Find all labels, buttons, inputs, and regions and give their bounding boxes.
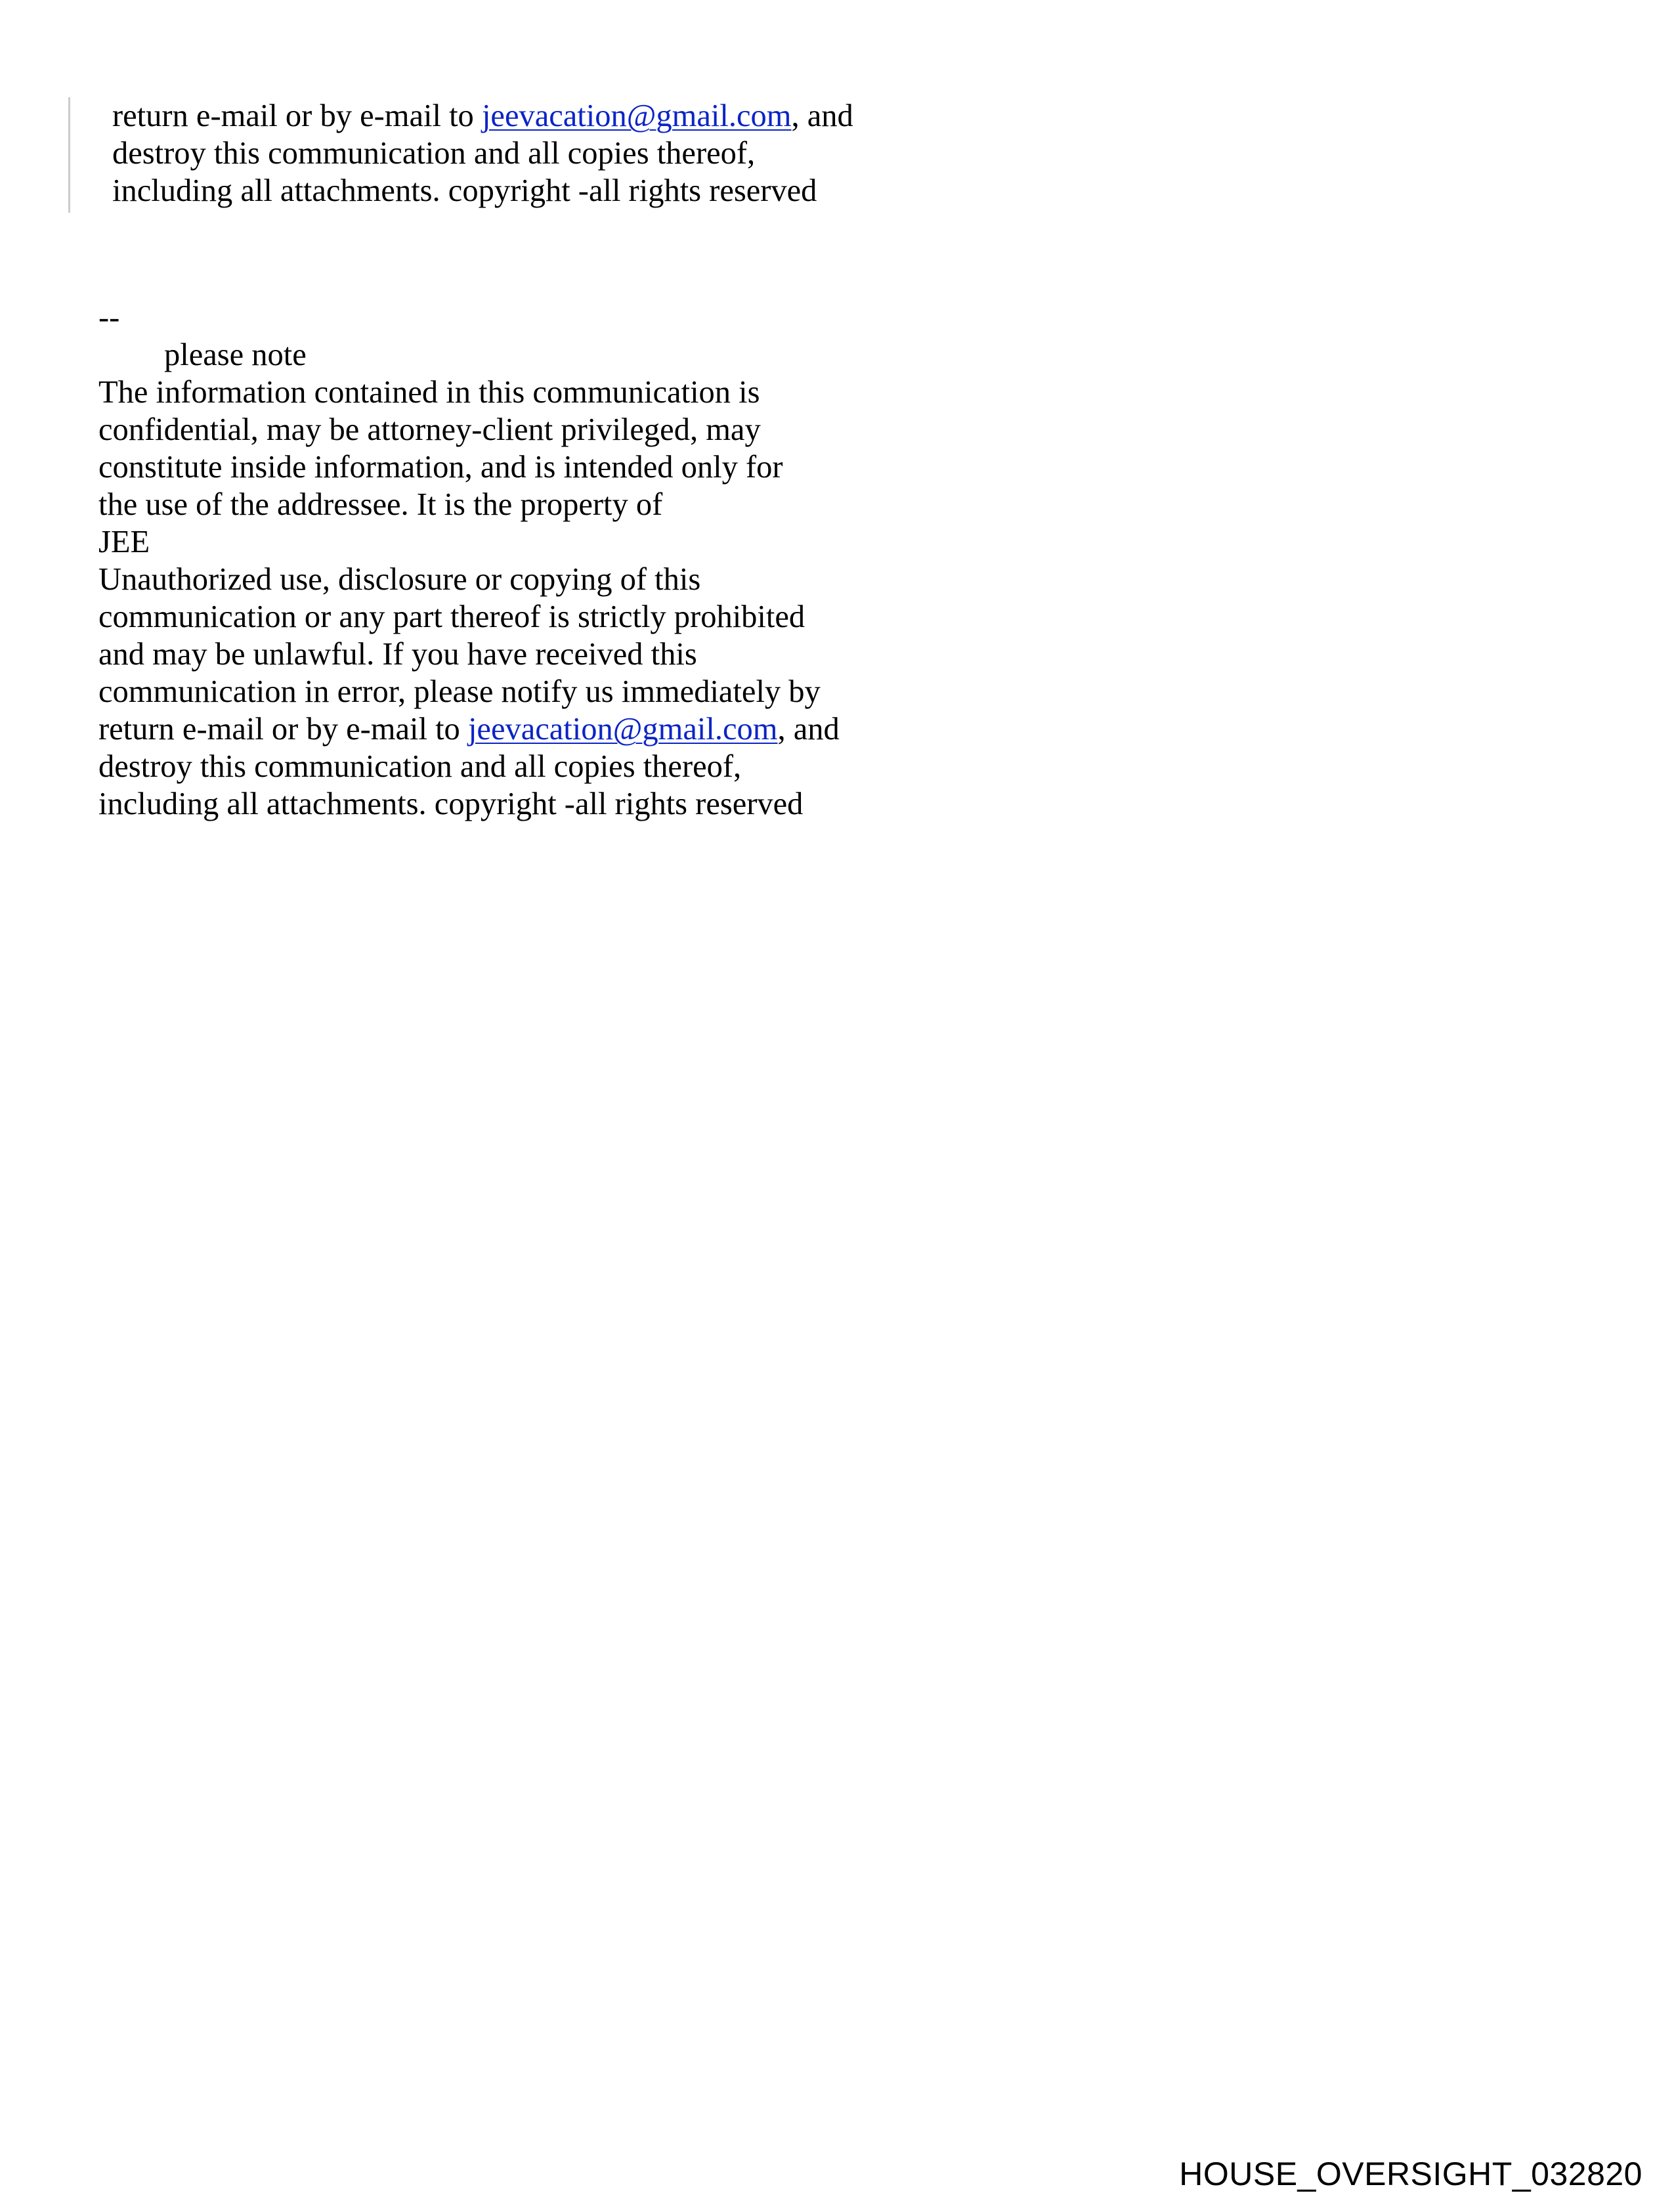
signature-line-2: confidential, may be attorney-client privileged, may (98, 412, 761, 447)
signature-heading: please note (164, 337, 307, 372)
quoted-line-1-text: return e-mail or by e-mail to (112, 98, 482, 133)
quoted-line-2: destroy this communication and all copies thereof, (112, 136, 756, 171)
signature-line-7: communication or any part thereof is strictly prohibited (98, 599, 805, 634)
quoted-disclaimer-block (68, 97, 987, 213)
quoted-line-3: including all attachments. copyright -all rights reserved (112, 173, 817, 208)
signature-line-10-suffix: , and (777, 712, 840, 747)
signature-line-10-text: return e-mail or by e-mail to (98, 712, 468, 747)
signature-line-12: including all attachments. copyright -all rights reserved (98, 787, 804, 821)
document-id-footer: HOUSE_OVERSIGHT_032820 (1179, 2156, 1642, 2192)
signature-line-11: destroy this communication and all copies thereof, (98, 749, 742, 784)
signature-line-10 (98, 710, 1050, 748)
quoted-line-1-suffix: , and (791, 98, 853, 133)
signature-email-link[interactable]: jeevacation@gmail.com (467, 712, 778, 747)
signature-line-9: communication in error, please notify us immediately by (98, 674, 821, 709)
signature-line-4: the use of the addressee. It is the property of (98, 487, 663, 522)
signature-separator: -- (98, 300, 120, 335)
quoted-email-link[interactable]: jeevacation@gmail.com (481, 98, 792, 133)
signature-line-6: Unauthorized use, disclosure or copying of this (98, 562, 701, 597)
quoted-line-1 (112, 97, 987, 135)
signature-line-8: and may be unlawful. If you have received this (98, 637, 697, 672)
signature-line-5: JEE (98, 525, 150, 559)
signature-line-1: The information contained in this communication is (98, 375, 760, 410)
signature-disclaimer-block (98, 299, 1050, 823)
signature-line-3: constitute inside information, and is intended only for (98, 450, 783, 485)
